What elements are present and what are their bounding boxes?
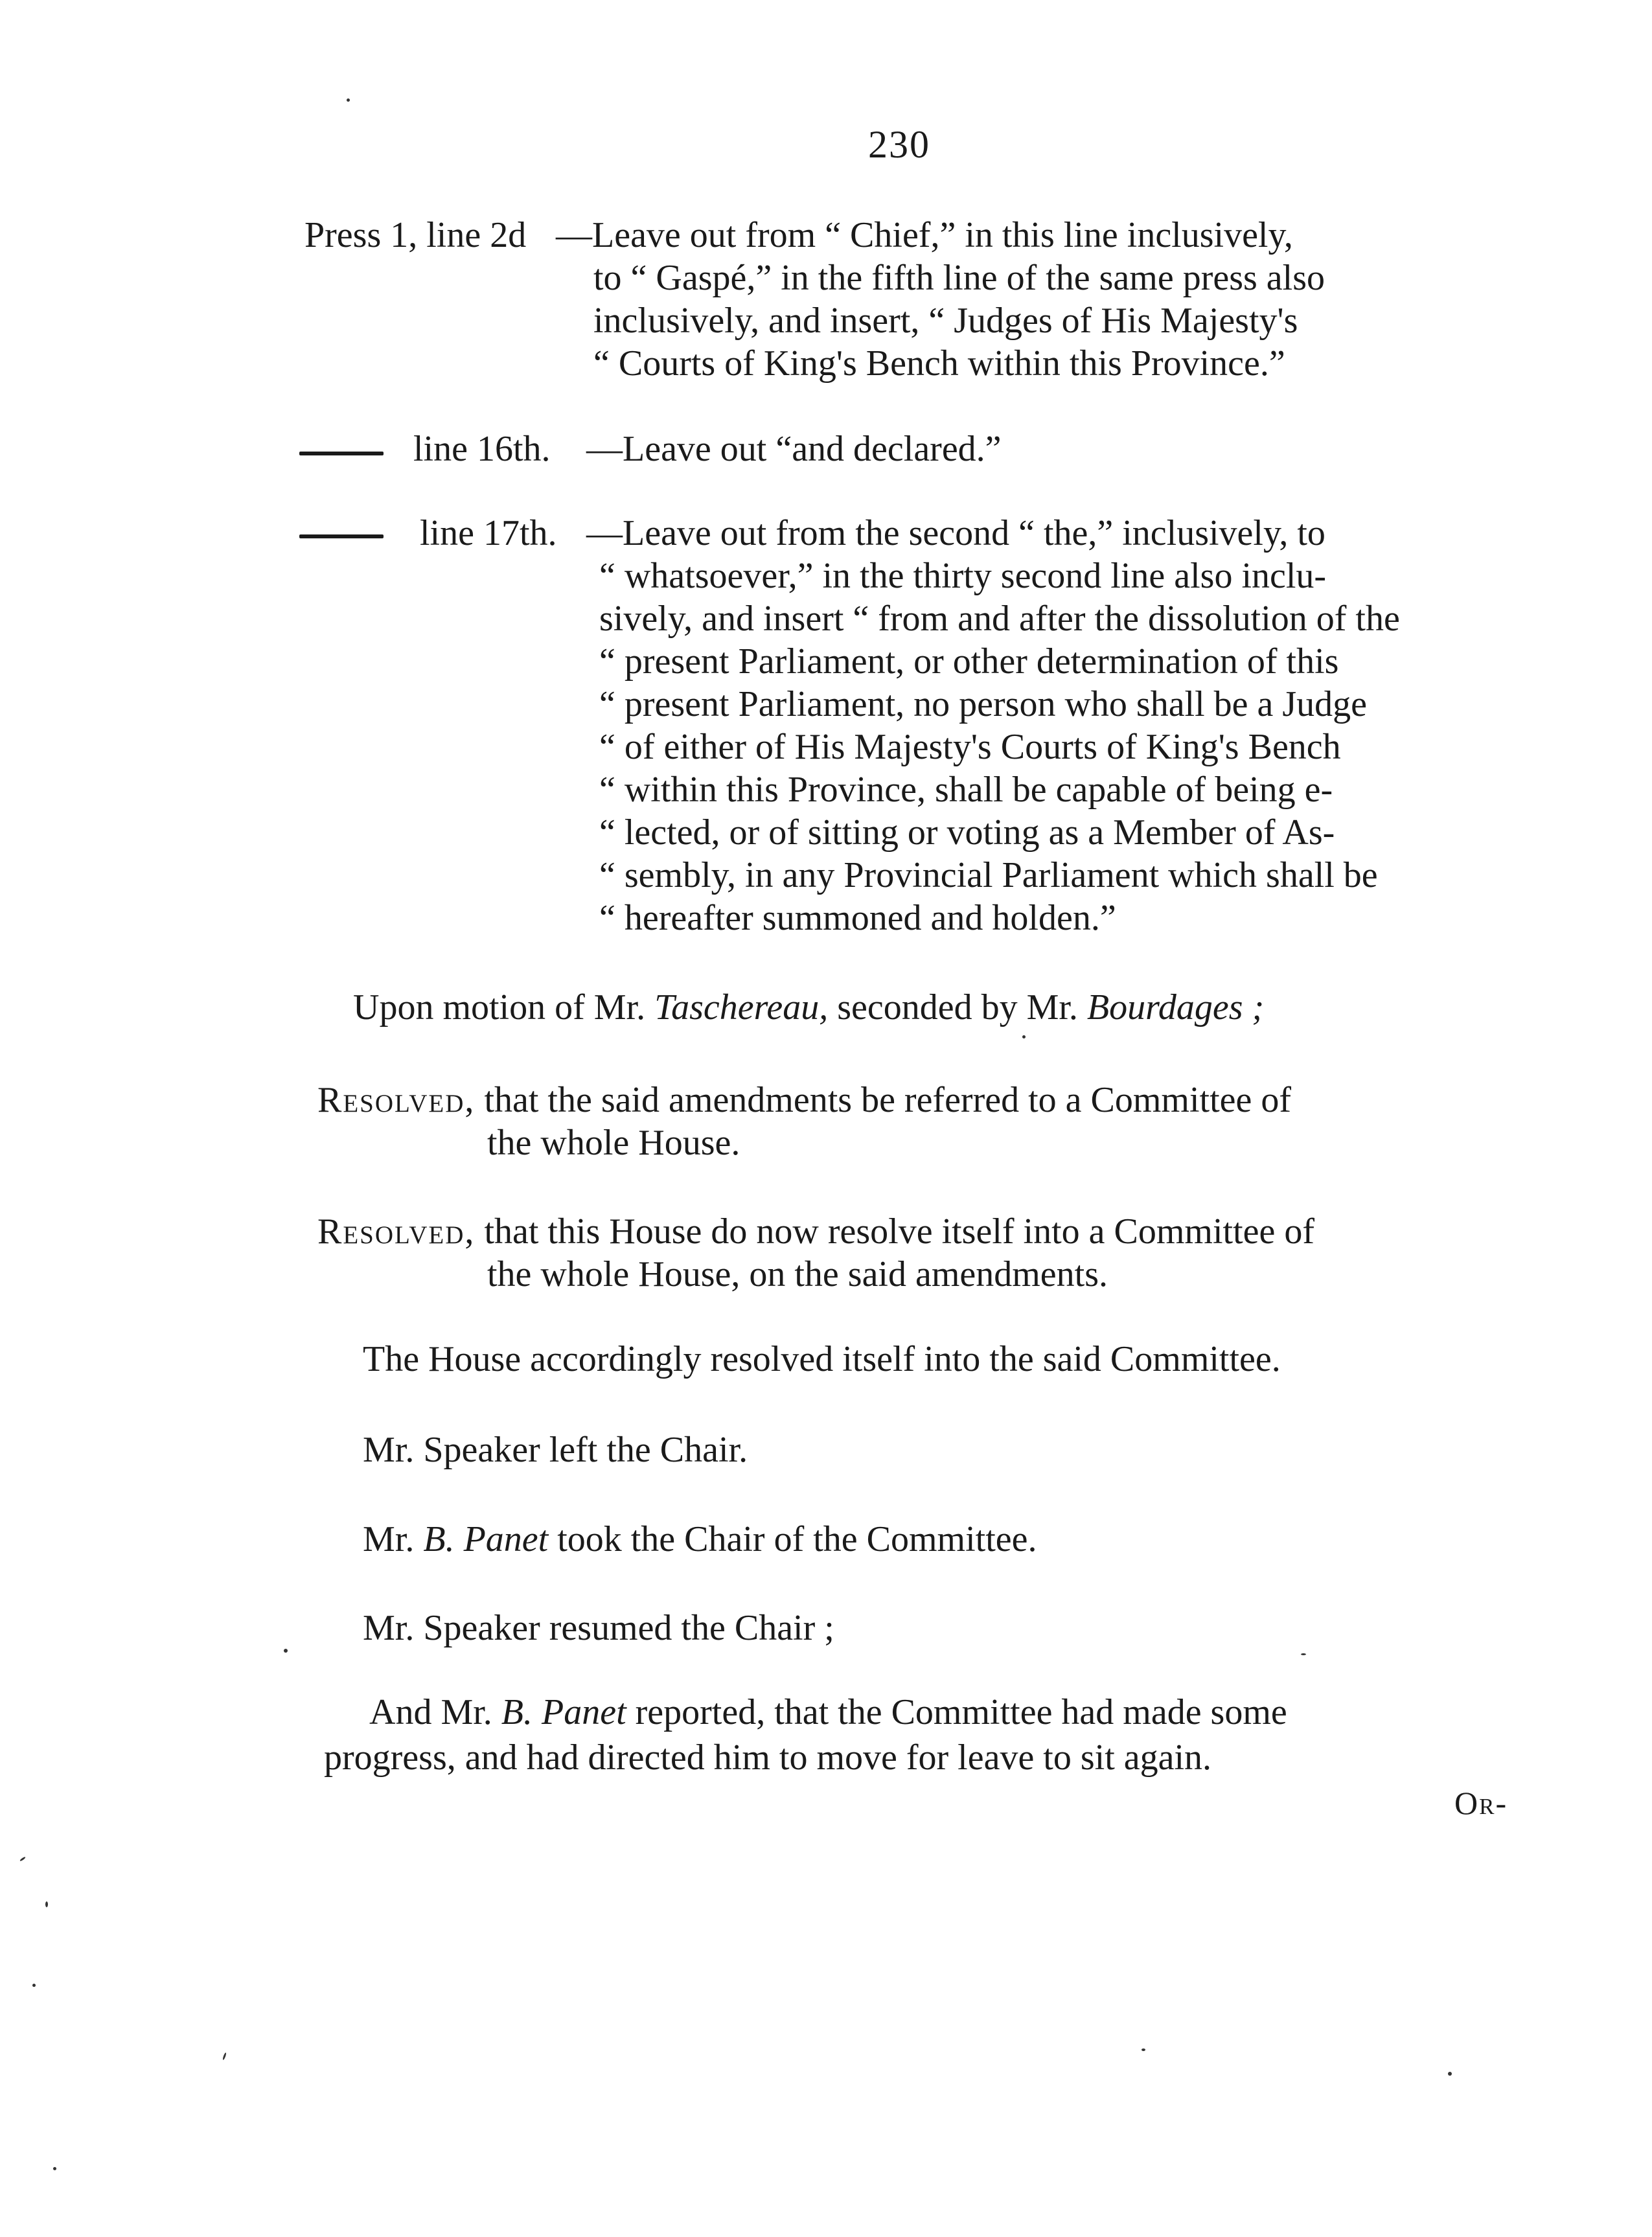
- amendment-ref-1: Press 1, line 2d: [304, 215, 527, 255]
- amendment-3-line: sively, and insert “ from and after the dissolution of the: [599, 599, 1400, 639]
- amendment-1-line: to “ Gaspé,” in the fifth line of the same press also: [593, 258, 1325, 298]
- amendment-1-line: inclusively, and insert, “ Judges of His Majesty's: [593, 301, 1298, 341]
- scan-speck: [284, 1649, 288, 1653]
- resolved-keyword: Resolved,: [317, 1211, 476, 1252]
- scan-speck: [1301, 1653, 1306, 1655]
- resolution-1-second-line: the whole House.: [487, 1123, 740, 1163]
- resolution-2-first-line: [317, 1210, 1314, 1253]
- resolution-1-text: that the said amendments be referred to a Committee of: [484, 1080, 1291, 1120]
- amendment-text-1: [556, 214, 1325, 385]
- report-prefix: And Mr.: [369, 1692, 492, 1732]
- amendment-3-line: —Leave out from the second “ the,” inclusively, to: [586, 513, 1325, 553]
- scan-speck: [1448, 2072, 1452, 2076]
- chair-suffix: took the Chair of the Committee.: [557, 1519, 1037, 1559]
- amendment-3-line: “ present Parliament, or other determination of this: [599, 641, 1339, 682]
- scan-speck: [222, 2052, 227, 2060]
- scan-speck: [53, 2167, 56, 2170]
- report-line1: reported, that the Committee had made some: [635, 1692, 1287, 1732]
- amendment-3-line: “ present Parliament, no person who shall be a Judge: [599, 684, 1368, 724]
- scan-speck: [19, 1856, 26, 1861]
- resolution-1-first-line: [317, 1079, 1291, 1121]
- mover-name: Taschereau,: [654, 987, 829, 1027]
- motion-line: [353, 986, 1264, 1029]
- ditto-dash: [299, 452, 384, 455]
- amendment-text-2: [586, 428, 1002, 470]
- scan-speck: [347, 98, 350, 102]
- resolution-2: [317, 1210, 1314, 1296]
- resolution-2-second-line: the whole House, on the said amendments.: [487, 1254, 1108, 1294]
- speaker-resumed: Mr. Speaker resumed the Chair ;: [363, 1608, 834, 1648]
- amendment-3-line: “ whatsoever,” in the thirty second line also inclu-: [599, 556, 1327, 596]
- amendment-ref-2: line 16th.: [413, 429, 551, 469]
- amendment-3-line: “ hereafter summoned and holden.”: [599, 898, 1116, 938]
- scan-speck: [1022, 1035, 1026, 1038]
- amendment-ref-3: line 17th.: [420, 513, 557, 553]
- scan-speck: [45, 1901, 48, 1907]
- amendment-3-line: “ sembly, in any Provincial Parliament which shall be: [599, 855, 1378, 895]
- report-first-line: [369, 1691, 1287, 1734]
- chair-prefix: Mr.: [363, 1519, 415, 1559]
- amendment-1-line: “ Courts of King's Bench within this Province.”: [593, 343, 1285, 384]
- motion-prefix: Upon motion of Mr.: [353, 987, 646, 1027]
- resolved-keyword: Resolved,: [317, 1080, 476, 1120]
- motion-middle: seconded by Mr.: [837, 987, 1078, 1027]
- resolution-1: [317, 1079, 1291, 1164]
- scan-speck: [1141, 2048, 1145, 2051]
- amendment-3-line: “ lected, or of sitting or voting as a Member of As-: [599, 812, 1335, 853]
- ditto-dash: [299, 534, 384, 538]
- scan-speck: [32, 1984, 36, 1987]
- amendment-2-line: —Leave out “and declared.”: [586, 429, 1002, 469]
- proceeding-speaker-left: Mr. Speaker left the Chair.: [363, 1430, 748, 1470]
- chair-line: [363, 1518, 1037, 1561]
- report-name: B. Panet: [501, 1692, 626, 1732]
- amendment-3-line: “ of either of His Majesty's Courts of King's Bench: [599, 727, 1341, 767]
- amendment-3-line: “ within this Province, shall be capable of being e-: [599, 770, 1333, 810]
- resolution-2-text: that this House do now resolve itself into a Committee of: [484, 1211, 1315, 1252]
- chair-name: B. Panet: [423, 1519, 549, 1559]
- seconder-name: Bourdages ;: [1086, 987, 1265, 1027]
- report-second-line: progress, and had directed him to move for leave to sit again.: [324, 1738, 1212, 1778]
- page-number: 230: [868, 123, 930, 166]
- proceeding-committee: The House accordingly resolved itself into the said Committee.: [363, 1339, 1281, 1379]
- amendment-1-line: —Leave out from “ Chief,” in this line inclusively,: [556, 215, 1293, 255]
- catchword: Or-: [1454, 1785, 1508, 1821]
- amendment-text-3: [586, 512, 1400, 939]
